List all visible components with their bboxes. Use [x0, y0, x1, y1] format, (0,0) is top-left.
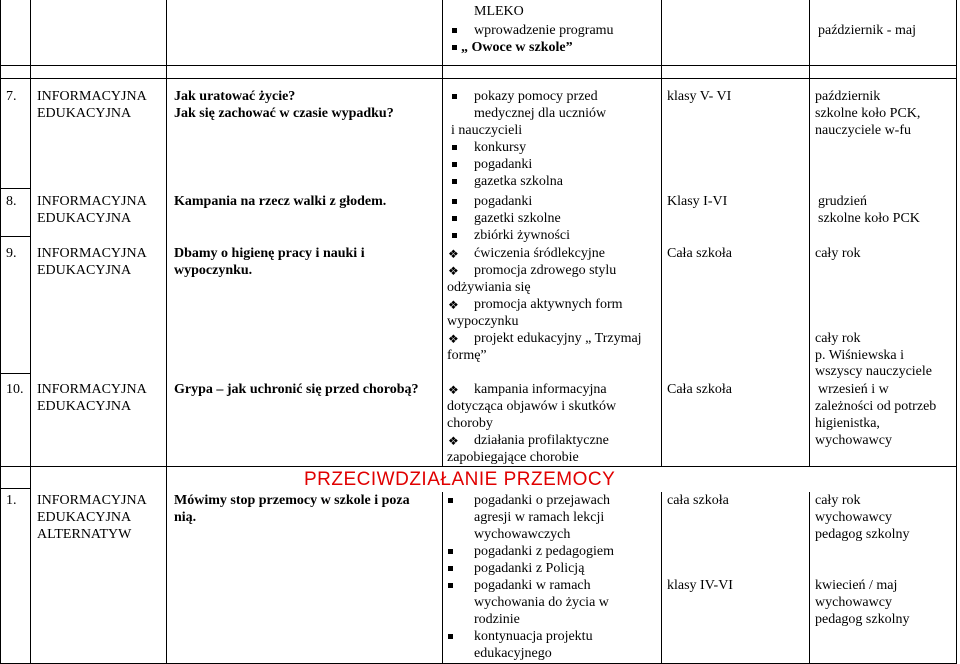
term-item: higienistka,: [815, 416, 880, 431]
term-item: zależności od potrzeb: [815, 399, 937, 414]
term-item: grudzień: [818, 194, 867, 209]
term-item: cały rok: [815, 246, 861, 261]
form-item: ćwiczenia śródlekcyjne: [474, 246, 605, 261]
grid-line: [0, 65, 957, 66]
bullet-square: [452, 145, 457, 150]
grid-line: [0, 188, 30, 189]
section-title: PRZECIWDZIAŁANIE PRZEMOCY: [304, 469, 616, 490]
grid-line: [0, 466, 957, 467]
term-item: cały rok: [815, 493, 861, 508]
area-label: EDUKACYJNA: [37, 263, 132, 278]
topic: nią.: [174, 510, 197, 525]
term-item: wychowawcy: [815, 595, 892, 610]
form-item: pogadanki z Policją: [474, 561, 585, 576]
diamond-bullet-icon: ❖: [448, 247, 459, 261]
form-item: gazetka szkolna: [474, 174, 564, 189]
topic: Kampania na rzecz walki z głodem.: [174, 194, 387, 209]
form-item: kampania informacyjna: [474, 382, 607, 397]
term-item: wychowawcy: [815, 433, 892, 448]
area-label: INFORMACYJNA: [37, 246, 147, 261]
participants: Cała szkoła: [667, 382, 732, 397]
form-item: konkursy: [474, 140, 527, 155]
bullet-square: [448, 549, 453, 554]
diamond-bullet-icon: ❖: [448, 264, 459, 278]
form-item: edukacyjnego: [474, 646, 552, 661]
grid-line: [661, 492, 662, 664]
top-line-3: „ Owoce w szkole”: [461, 40, 573, 55]
form-item: odżywiania się: [447, 280, 531, 295]
form-item: działania profilaktyczne: [474, 433, 609, 448]
form-item: dotycząca objawów i skutków: [447, 399, 617, 414]
term-item: szkolne koło PCK,: [815, 106, 921, 121]
form-item: zapobiegające chorobie: [447, 450, 579, 465]
diamond-bullet-icon: ❖: [448, 383, 459, 397]
diamond-bullet-icon: ❖: [448, 434, 459, 448]
form-item: pogadanki o przejawach: [474, 493, 611, 508]
form-item: zbiórki żywności: [474, 228, 571, 243]
row-number: 9.: [6, 246, 17, 261]
row-number: 10.: [6, 382, 24, 397]
area-label: EDUKACYJNA: [37, 106, 132, 121]
top-line-1: MLEKO: [474, 4, 524, 19]
bullet-square: [448, 634, 453, 639]
topic: Mówimy stop przemocy w szkole i poza: [174, 493, 410, 508]
participants: Cała szkoła: [667, 246, 732, 261]
form-item: pogadanki: [474, 157, 533, 172]
area-label: EDUKACYJNA: [37, 399, 132, 414]
grid-line: [0, 78, 957, 79]
form-item: agresji w ramach lekcji: [474, 510, 605, 525]
form-item: pogadanki w ramach: [474, 578, 591, 593]
bullet-square: [452, 179, 457, 184]
term-item: cały rok: [815, 331, 861, 346]
form-item: medycznej dla uczniów: [474, 106, 607, 121]
grid-line: [0, 488, 30, 489]
grid-line: [809, 0, 810, 466]
area-label: EDUKACYJNA: [37, 510, 132, 525]
form-item: pogadanki: [474, 194, 533, 209]
term-item: nauczyciele w-fu: [815, 123, 911, 138]
area-label: INFORMACYJNA: [37, 89, 147, 104]
participants: klasy V- VI: [667, 89, 732, 104]
form-item: i nauczycieli: [451, 123, 523, 138]
topic: wypoczynku.: [174, 263, 253, 278]
area-label: INFORMACYJNA: [37, 382, 147, 397]
grid-line: [30, 0, 31, 664]
grid-line: [0, 0, 1, 664]
form-item: choroby: [447, 416, 493, 431]
form-item: rodzinie: [474, 612, 520, 627]
grid-line: [0, 236, 30, 237]
term-item: pedagog szkolny: [815, 527, 910, 542]
grid-line: [661, 0, 662, 466]
diamond-bullet-icon: ❖: [448, 332, 459, 346]
bullet-square: [448, 566, 453, 571]
area-label: ALTERNATYW: [37, 527, 132, 542]
participants: Klasy I-VI: [667, 194, 728, 209]
topic: Dbamy o higienę pracy i nauki i: [174, 246, 365, 261]
form-item: pogadanki z pedagogiem: [474, 544, 614, 559]
term-item: kwiecień / maj: [815, 578, 898, 593]
form-item: kontynuacja projektu: [474, 629, 593, 644]
form-item: wypoczynku: [447, 314, 519, 329]
row-number: 1.: [6, 493, 17, 508]
bullet-square: [452, 233, 457, 238]
area-label: EDUKACYJNA: [37, 211, 132, 226]
form-item: promocja zdrowego stylu: [474, 263, 617, 278]
grid-line: [809, 492, 810, 664]
term-item: szkolne koło PCK: [818, 211, 920, 226]
diamond-bullet-icon: ❖: [448, 298, 459, 312]
term-item: pedagog szkolny: [815, 612, 910, 627]
bullet-square: [448, 583, 453, 588]
form-item: pokazy pomocy przed: [474, 89, 598, 104]
grid-line: [166, 0, 167, 664]
topic: Grypa – jak uchronić się przed chorobą?: [174, 382, 419, 397]
area-label: INFORMACYJNA: [37, 493, 147, 508]
form-item: wychowawczych: [474, 527, 571, 542]
topic: Jak się zachować w czasie wypadku?: [174, 106, 394, 121]
form-item: formę”: [447, 348, 487, 363]
bullet-square: [452, 199, 457, 204]
form-item: promocja aktywnych form: [474, 297, 623, 312]
form-item: gazetki szkolne: [474, 211, 561, 226]
bullet-square: [452, 94, 457, 99]
grid-line: [0, 373, 30, 374]
top-term: październik - maj: [818, 23, 916, 38]
form-item: projekt edukacyjny „ Trzymaj: [474, 331, 642, 346]
term-item: wszyscy nauczyciele: [815, 364, 932, 379]
participants: klasy IV-VI: [667, 578, 733, 593]
term-item: wychowawcy: [815, 510, 892, 525]
bullet-square: [452, 45, 457, 50]
term-item: p. Wiśniewska i: [815, 348, 905, 363]
grid-line: [956, 0, 957, 664]
grid-line: [442, 0, 443, 466]
bullet-square: [452, 216, 457, 221]
form-item: wychowania do życia w: [474, 595, 609, 610]
term-item: wrzesień i w: [818, 382, 889, 397]
term-item: październik: [815, 89, 881, 104]
bullet-square: [452, 162, 457, 167]
grid-line: [442, 492, 443, 664]
participants: cała szkoła: [667, 493, 729, 508]
bullet-square: [448, 498, 453, 503]
area-label: INFORMACYJNA: [37, 194, 147, 209]
row-number: 7.: [6, 89, 17, 104]
bullet-square: [452, 28, 457, 33]
row-number: 8.: [6, 194, 17, 209]
top-line-2: wprowadzenie programu: [474, 23, 614, 38]
topic: Jak uratować życie?: [174, 89, 296, 104]
